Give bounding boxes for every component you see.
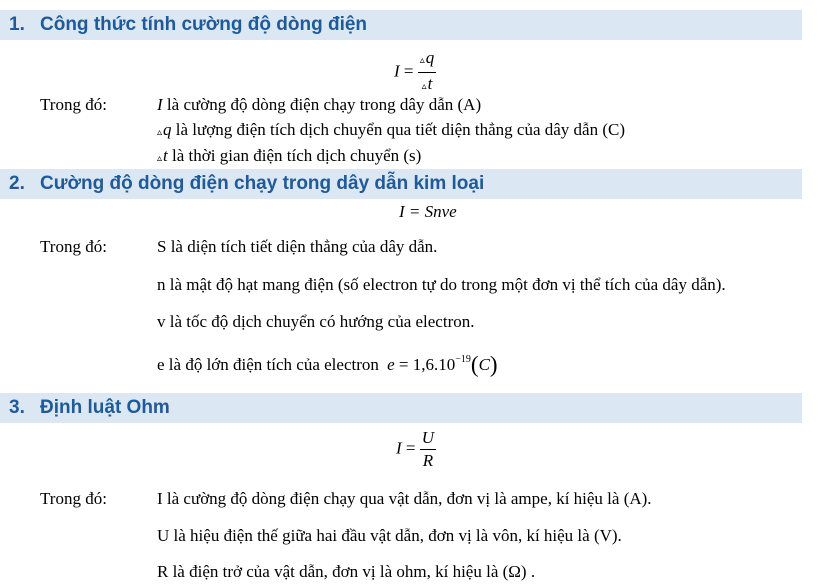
unit: C — [478, 355, 490, 374]
symbol: q — [163, 120, 172, 139]
math-value: = 1,6.10 — [398, 355, 456, 374]
formula-equals: = — [405, 438, 416, 458]
definition-line — [157, 120, 625, 143]
where-label: Trong đó: — [40, 95, 107, 114]
section-title-text: Cường độ dòng điện chạy trong dây dẫn kim loại — [40, 173, 485, 194]
definition-line: S là diện tích tiết diện thẳng của dây dẫn. — [157, 237, 438, 256]
section-number: 2. — [9, 173, 25, 194]
symbol: I — [157, 95, 163, 114]
fraction — [420, 428, 436, 471]
delta-symbol: ▵ — [157, 153, 163, 164]
definition-line: U là hiệu điện thế giữa hai đầu vật dẫn, đơn vị là vôn, kí hiệu là (V). — [157, 526, 622, 545]
section-title-text: Định luật Ohm — [40, 397, 170, 418]
where-label: Trong đó: — [40, 237, 107, 256]
fraction-denominator: t — [427, 74, 433, 93]
definition-text: e là độ lớn điện tích của electron — [157, 355, 379, 374]
section-number: 1. — [9, 14, 25, 35]
fraction-numerator: q — [425, 48, 435, 67]
section-1-title — [9, 10, 367, 40]
section-number: 3. — [9, 397, 25, 418]
formula-current-metal: I = Snve — [399, 202, 457, 221]
fraction-denominator: R — [422, 451, 434, 470]
definition-line: I là cường độ dòng điện chạy qua vật dẫn, đơn vị là ampe, kí hiệu là (A). — [157, 489, 652, 508]
formula-ohm — [396, 428, 436, 471]
formula-lhs: I — [394, 61, 400, 81]
delta-symbol: ▵ — [157, 127, 163, 138]
definition-text: là lượng điện tích dịch chuyển qua tiết diện thẳng của dây dẫn (C) — [175, 120, 625, 139]
delta-symbol: ▵ — [419, 55, 425, 66]
exponent: −19 — [455, 354, 471, 365]
symbol: t — [163, 146, 168, 165]
definition-line — [157, 95, 481, 115]
definition-text: là thời gian điện tích dịch chuyển (s) — [172, 146, 422, 165]
section-2-title — [9, 169, 484, 199]
where-label: Trong đó: — [40, 489, 107, 508]
formula-lhs: I — [396, 438, 402, 458]
definition-line: n là mật độ hạt mang điện (số electron tự do trong một đơn vị thể tích của dây dẫn). — [157, 275, 726, 294]
definition-line: v là tốc độ dịch chuyển có hướng của electron. — [157, 312, 475, 331]
math-symbol: e — [387, 355, 395, 374]
fraction-numerator: U — [420, 428, 436, 450]
definition-line: R là điện trở của vật dẫn, đơn vị là ohm, kí hiệu là (Ω) . — [157, 562, 536, 581]
definition-text: là cường độ dòng điện chạy trong dây dẫn (A) — [166, 95, 482, 114]
definition-line: e là độ lớn điện tích của electron $e = 1,6.10^{-19}(C)$ — [157, 352, 498, 377]
section-title-text: Công thức tính cường độ dòng điện — [40, 14, 368, 35]
formula-equals: = — [403, 61, 414, 81]
formula-current-definition — [394, 48, 436, 97]
section-3-title — [9, 393, 170, 423]
fraction: $\frac{▵q}{▵t}$ — [419, 48, 435, 93]
definition-line — [157, 146, 421, 169]
